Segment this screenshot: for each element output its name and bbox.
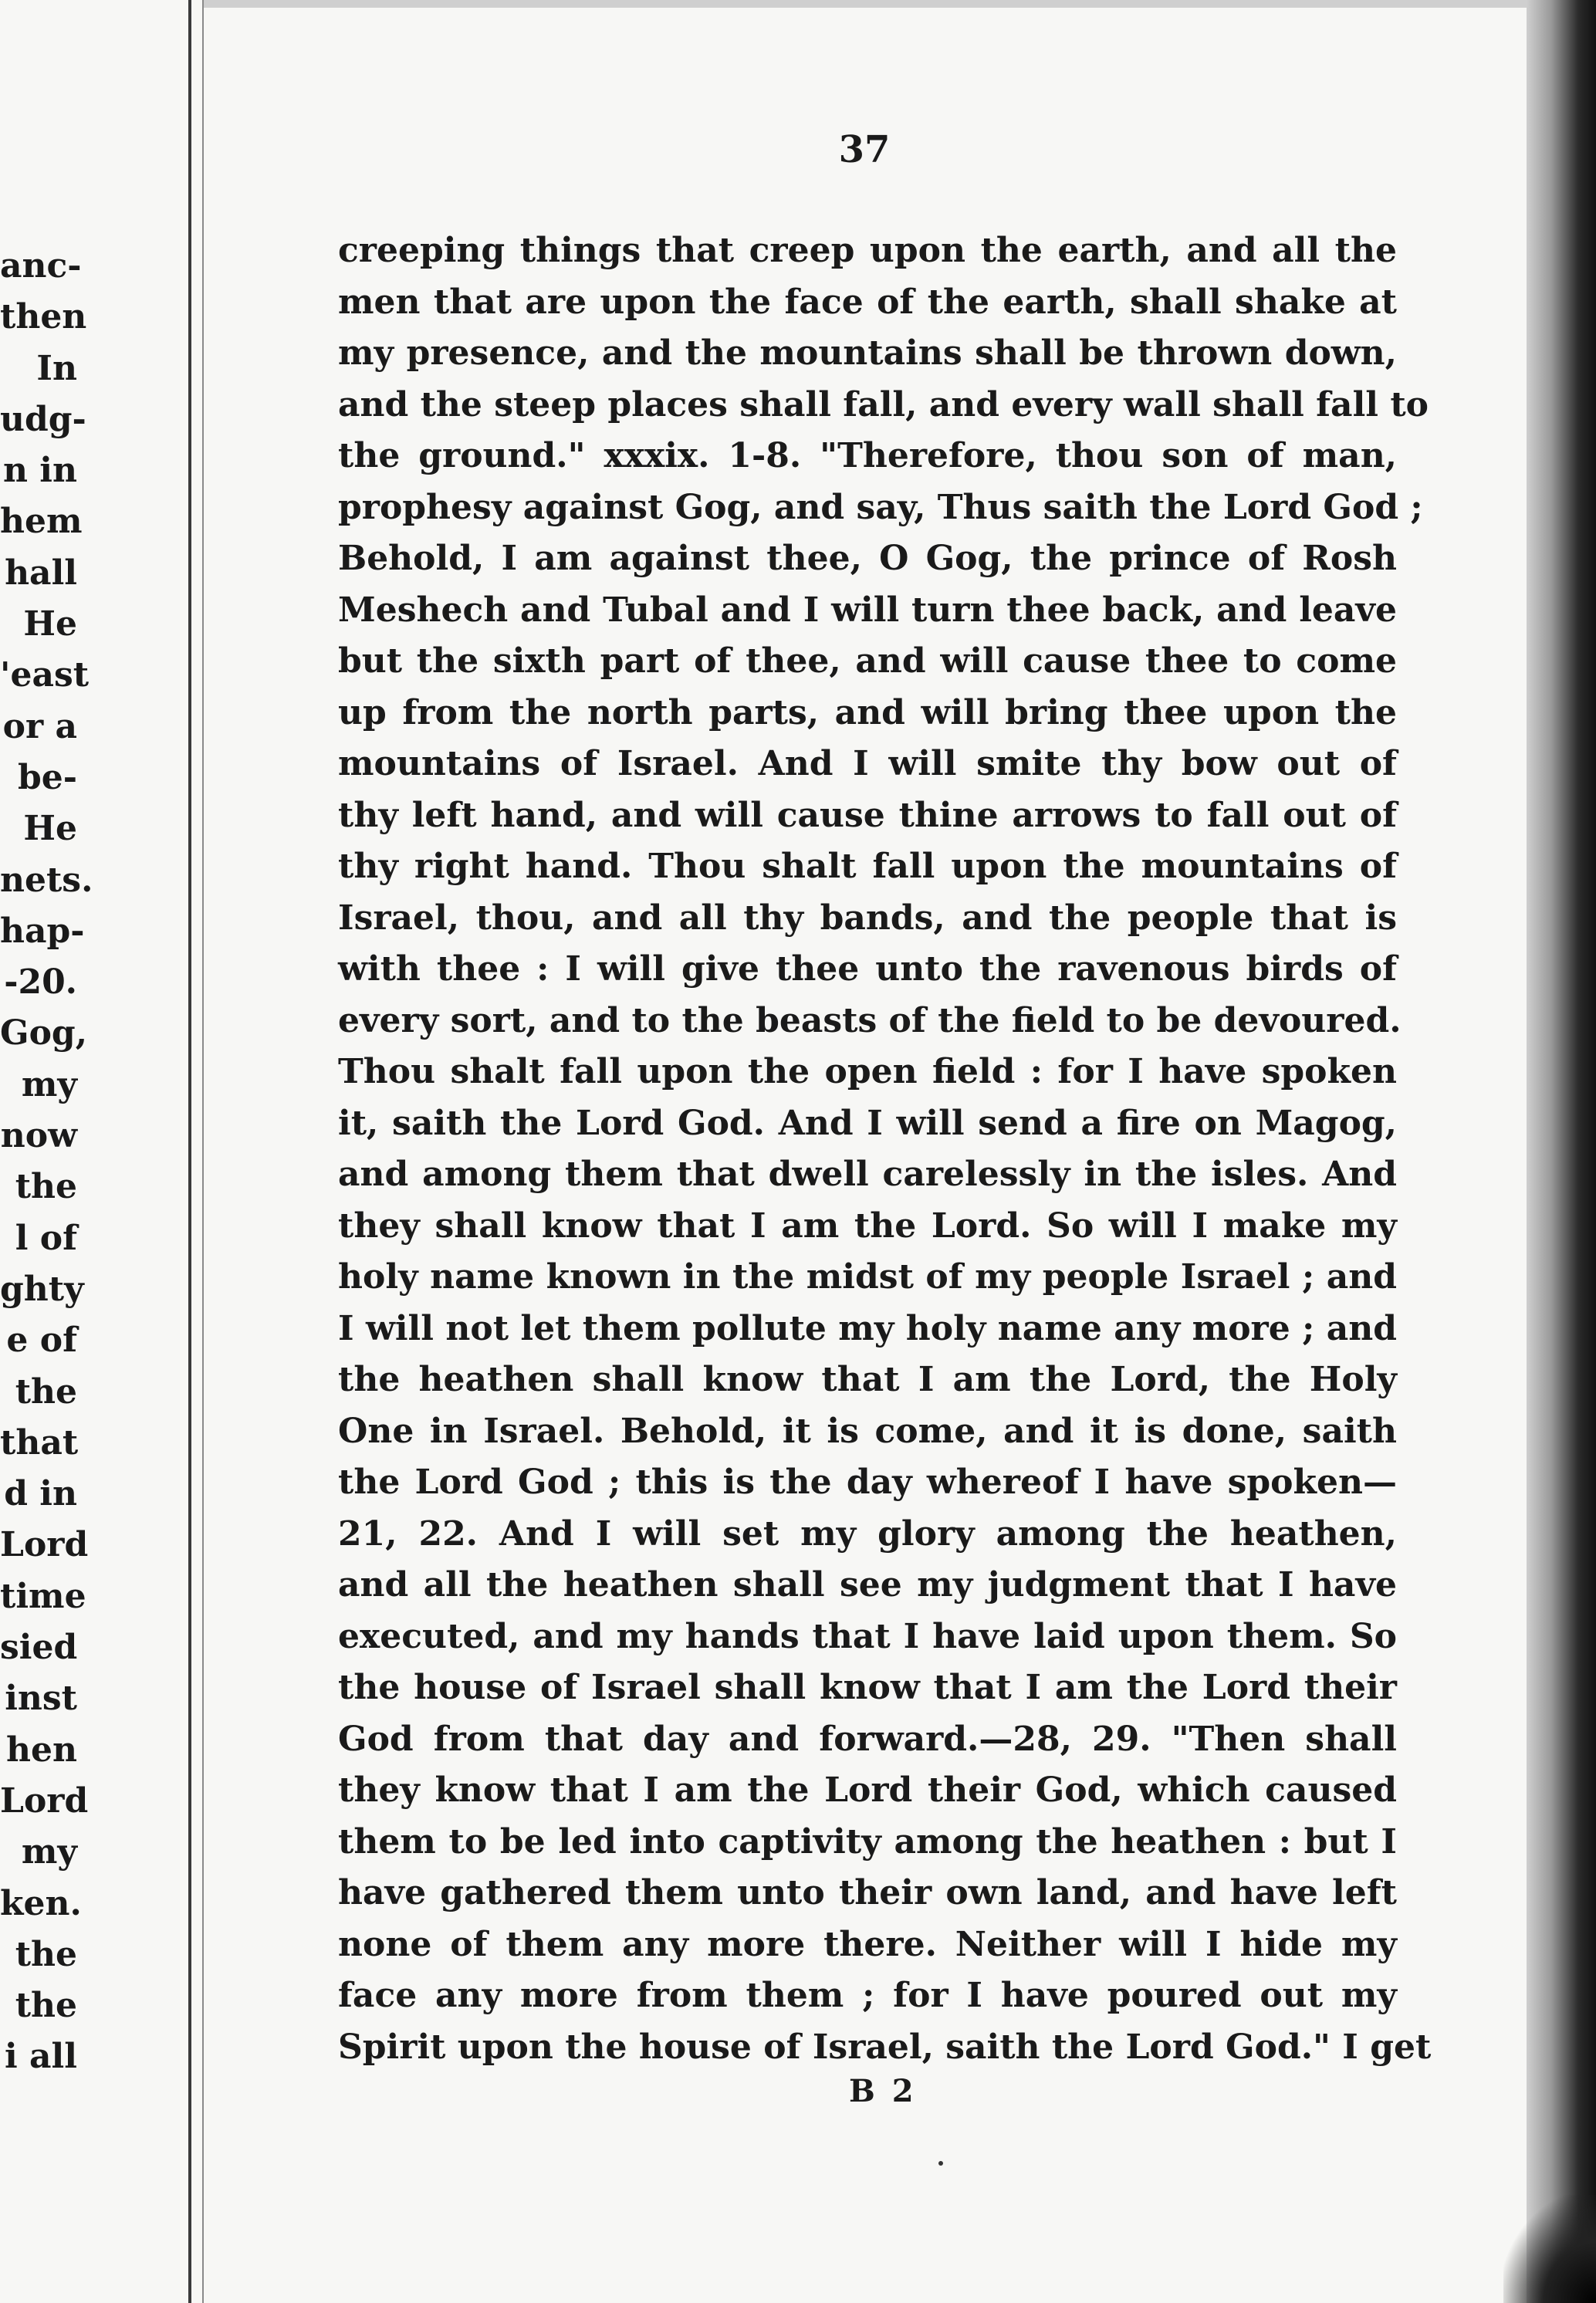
fragment-line: or a — [2, 706, 77, 746]
fragment-line: hen — [6, 1730, 77, 1770]
fragment-line: the — [15, 1934, 77, 1974]
fragment-line: -20. — [4, 962, 77, 1003]
top-page-edge — [204, 0, 1527, 8]
fragment-line: In — [36, 348, 77, 388]
text-line: the heathen shall know that I am the Lord, the Holy — [338, 1360, 1397, 1399]
text-line: thy left hand, and will cause thine arrows to fall out of — [338, 795, 1397, 835]
fragment-line: Lord — [0, 1781, 89, 1821]
text-line: executed, and my hands that I have laid upon them. So — [338, 1616, 1397, 1656]
fragment-line: hall — [5, 553, 77, 593]
fragment-line: l of — [15, 1218, 77, 1258]
text-line: the ground." xxxix. 1-8. "Therefore, thou son of man, — [338, 436, 1397, 475]
fragment-line: be- — [17, 757, 77, 797]
fragment-line: the — [15, 1371, 77, 1412]
fragment-line: the — [15, 1167, 77, 1207]
facing-page-fragment — [0, 241, 93, 2083]
text-line: God from that day and forward.—28, 29. "Then shall — [338, 1719, 1397, 1759]
fragment-line: sied — [0, 1628, 78, 1668]
fragment-line: the — [15, 1986, 77, 2026]
text-line: my presence, and the mountains shall be thrown down, — [338, 333, 1397, 373]
fragment-line: time — [0, 1576, 86, 1616]
text-line: One in Israel. Behold, it is come, and it is done, saith — [338, 1411, 1397, 1451]
fragment-line: e of — [6, 1321, 77, 1361]
gutter-rule — [188, 0, 191, 2303]
text-line: Thou shalt fall upon the open field : for I have spoken — [338, 1052, 1397, 1091]
text-line: Israel, thou, and all thy bands, and the people that is — [338, 898, 1397, 938]
fragment-line: n in — [2, 451, 77, 491]
text-line: and among them that dwell carelessly in the isles. And — [338, 1155, 1397, 1194]
text-line: the house of Israel shall know that I am the Lord their — [338, 1668, 1397, 1707]
text-line: have gathered them unto their own land, and have left — [338, 1873, 1397, 1912]
text-line: face any more from them ; for I have poured out my — [338, 1976, 1397, 2015]
fragment-line: then — [0, 297, 87, 337]
fragment-line: i all — [5, 2037, 77, 2077]
fragment-line: that — [0, 1422, 79, 1463]
text-line: every sort, and to the beasts of the field to be devoured. — [338, 1000, 1402, 1040]
fragment-line: my — [21, 1832, 77, 1872]
fragment-line: ken. — [0, 1883, 82, 1923]
fragment-line: Lord — [0, 1525, 89, 1565]
text-line: up from the north parts, and will bring thee upon the — [338, 692, 1397, 732]
fragment-line: hap- — [0, 911, 85, 951]
fragment-line: inst — [5, 1679, 77, 1719]
text-line: thy right hand. Thou shalt fall upon the mountains of — [338, 847, 1397, 886]
fragment-line: He — [23, 809, 77, 849]
text-line: I will not let them pollute my holy name any more ; and — [338, 1308, 1397, 1348]
text-line: it, saith the Lord God. And I will send a fire on Magog, — [338, 1103, 1397, 1143]
text-line: they shall know that I am the Lord. So will I make my — [338, 1206, 1397, 1246]
fragment-line: udg- — [0, 399, 86, 439]
ink-speck — [938, 2161, 943, 2166]
text-line: creeping things that creep upon the earth, and all the — [338, 231, 1397, 270]
fragment-line: now — [0, 1116, 77, 1156]
right-page-edge — [1527, 0, 1596, 2303]
text-line: and the steep places shall fall, and every wall shall fall to — [338, 384, 1429, 424]
fragment-line: hem — [0, 502, 83, 542]
text-line: holy name known in the midst of my people Israel ; and — [338, 1257, 1397, 1297]
fragment-line: ghty — [0, 1269, 84, 1309]
text-line: Behold, I am against thee, O Gog, the prince of Rosh — [338, 539, 1397, 578]
text-line: the Lord God ; this is the day whereof I have spoken— — [338, 1463, 1397, 1502]
page-number: 37 — [838, 128, 891, 171]
gutter-rule-inner — [202, 0, 204, 2303]
fragment-line: 'east — [0, 655, 90, 695]
fragment-line: nets. — [0, 860, 93, 900]
text-line: men that are upon the face of the earth, shall shake at — [338, 282, 1397, 322]
text-line: prophesy against Gog, and say, Thus saith the Lord God ; — [338, 487, 1423, 527]
text-line: they know that I am the Lord their God, which caused — [338, 1770, 1397, 1810]
fragment-line: d in — [4, 1474, 77, 1514]
text-line: none of them any more there. Neither will I hide my — [338, 1924, 1397, 1964]
signature-mark: B 2 — [849, 2073, 917, 2109]
text-line: mountains of Israel. And I will smite thy bow out of — [338, 744, 1397, 783]
fragment-line: Gog, — [0, 1013, 88, 1053]
text-line: them to be led into captivity among the heathen : but I — [338, 1821, 1397, 1862]
body-text — [338, 225, 1432, 2073]
fragment-line: He — [23, 604, 77, 644]
corner-shadow — [1503, 2195, 1596, 2303]
text-line: Spirit upon the house of Israel, saith the Lord God." I get — [338, 2027, 1432, 2067]
text-line: Meshech and Tubal and I will turn thee back, and leave — [338, 590, 1397, 630]
text-line: 21, 22. And I will set my glory among the heathen, — [338, 1513, 1397, 1554]
text-line: with thee : I will give thee unto the ravenous birds of — [338, 949, 1397, 989]
text-line: and all the heathen shall see my judgment that I have — [338, 1565, 1397, 1605]
fragment-line: anc- — [0, 246, 82, 286]
fragment-line: my — [21, 1064, 77, 1104]
text-line: but the sixth part of thee, and will cause thee to come — [338, 641, 1397, 681]
